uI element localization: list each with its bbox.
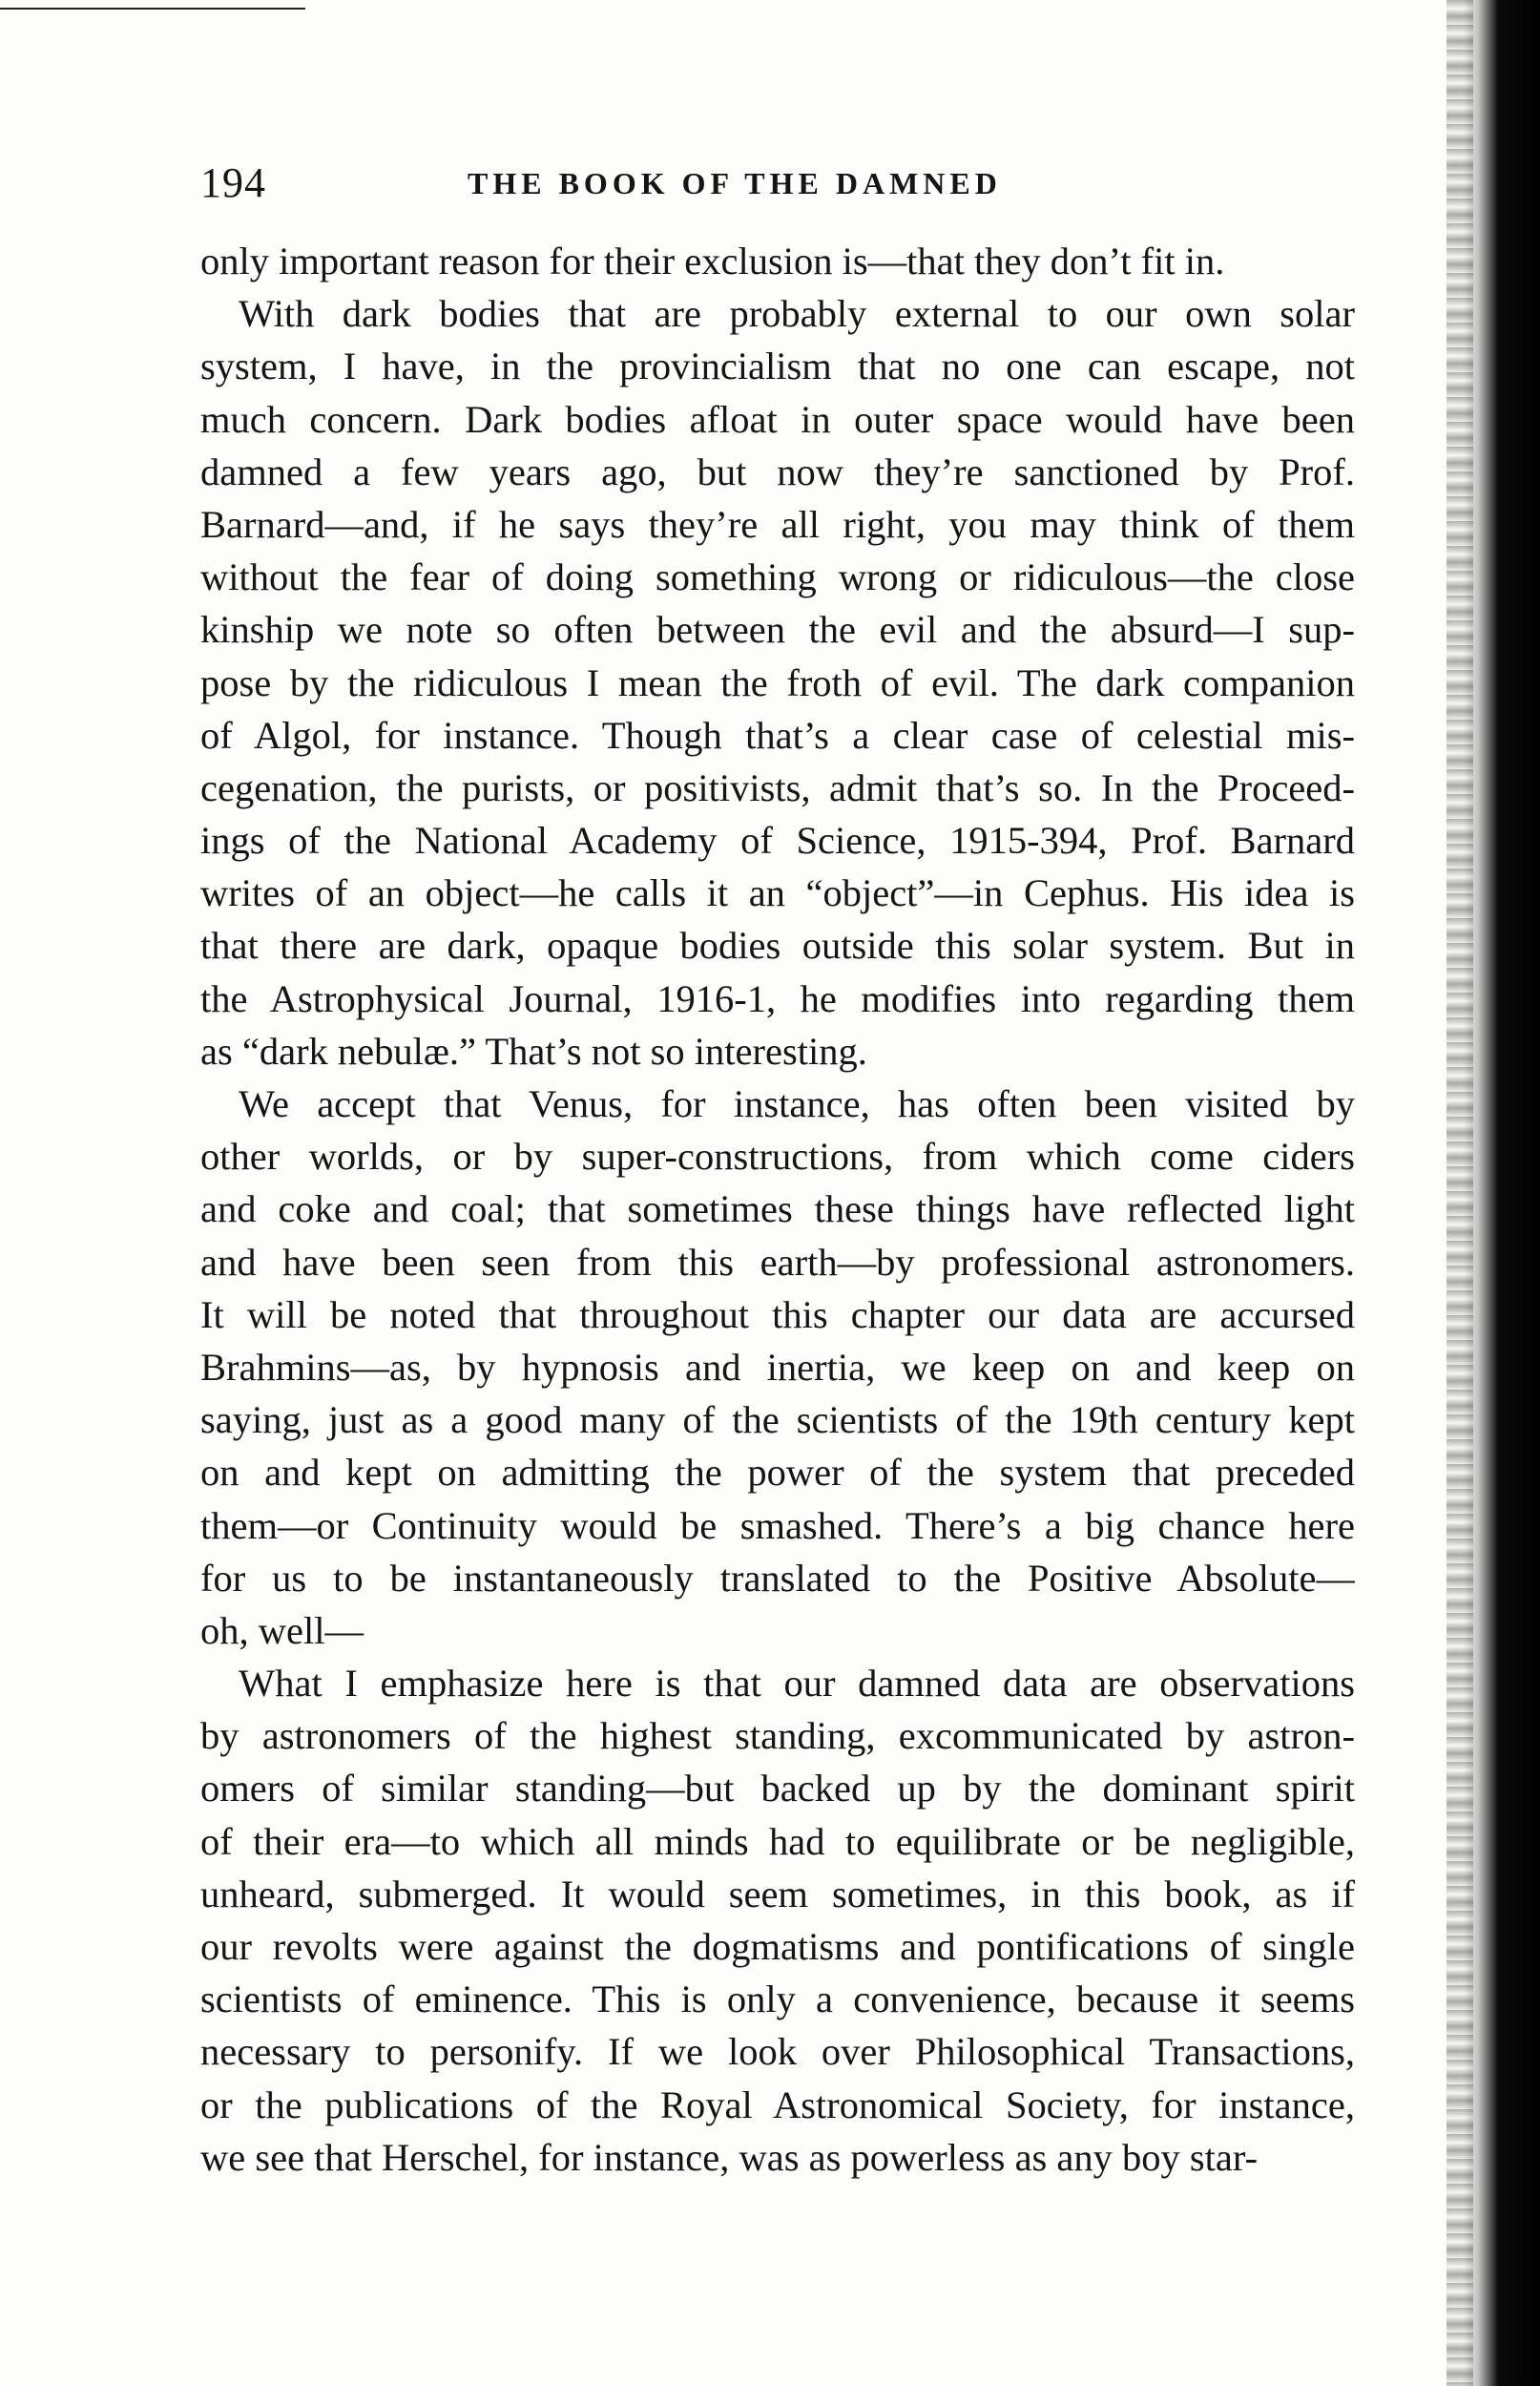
body-text [200, 235, 1355, 2184]
text-line: and coke and coal; that sometimes these things have reflected light [200, 1187, 1355, 1231]
running-head [200, 143, 1355, 229]
page-number: 194 [200, 159, 266, 206]
paragraph [200, 1657, 1355, 2184]
text-line: them—or Continuity would be smashed. There’s a big chance here [200, 1503, 1355, 1547]
text-line: of their era—to which all minds had to equilibrate or be negligible, [200, 1819, 1355, 1863]
text-line: without the fear of doing something wrong or ridiculous—the close [200, 555, 1355, 599]
top-rule [0, 8, 305, 10]
text-line: cegenation, the purists, or positivists, admit that’s so. In the Proceed- [200, 765, 1355, 809]
text-line: by astronomers of the highest standing, excommunicated by astron- [200, 1714, 1355, 1758]
text-line: What I emphasize here is that our damned data are observations [239, 1662, 1355, 1706]
text-line: pose by the ridiculous I mean the froth of evil. The dark companion [200, 660, 1355, 704]
text-line: our revolts were against the dogmatisms and pontifications of single [200, 1925, 1355, 1968]
paragraph [200, 287, 1355, 1078]
text-line: much concern. Dark bodies afloat in outer space would have been [200, 397, 1355, 441]
text-line: omers of similar standing—but backed up by the dominant spirit [200, 1767, 1355, 1810]
page-edge-shadow [1464, 0, 1540, 2386]
text-line: system, I have, in the provincialism that no one can escape, not [200, 345, 1355, 388]
text-line: or the publications of the Royal Astronomical Society, for instance, [200, 2083, 1355, 2126]
paragraph [200, 235, 1355, 287]
paragraph [200, 1078, 1355, 1657]
text-line: necessary to personify. If we look over Philosophical Transactions, [200, 2030, 1355, 2074]
text-line: other worlds, or by super-constructions, from which come ciders [200, 1135, 1355, 1179]
text-line: With dark bodies that are probably external to our own solar [239, 292, 1355, 336]
text-line: oh, well— [200, 1608, 364, 1652]
text-line: scientists of eminence. This is only a convenience, because it seems [200, 1978, 1355, 2021]
text-line: of Algol, for instance. Though that’s a clear case of celestial mis- [200, 713, 1355, 757]
text-line: that there are dark, opaque bodies outside this solar system. But in [200, 924, 1355, 968]
text-line: damned a few years ago, but now they’re sanctioned by Prof. [200, 450, 1355, 493]
text-line: Brahmins—as, by hypnosis and inertia, we keep on and keep on [200, 1345, 1355, 1389]
text-line: We accept that Venus, for instance, has often been visited by [239, 1082, 1355, 1125]
text-line: Barnard—and, if he says they’re all right, you may think of them [200, 502, 1355, 546]
text-line: kinship we note so often between the evil and the absurd—I sup- [200, 608, 1355, 652]
text-line: saying, just as a good many of the scientists of the 19th century kept [200, 1398, 1355, 1442]
text-line: as “dark nebulæ.” That’s not so interesting. [200, 1029, 867, 1073]
text-line: and have been seen from this earth—by professional astronomers. [200, 1240, 1355, 1284]
text-line: on and kept on admitting the power of the system that preceded [200, 1451, 1355, 1495]
text-line: unheard, submerged. It would seem sometimes, in this book, as if [200, 1872, 1355, 1915]
text-block [200, 143, 1355, 2184]
text-line: we see that Herschel, for instance, was as powerless as any boy star- [200, 2135, 1259, 2179]
text-line: writes of an object—he calls it an “object”—in Cephus. His idea is [200, 871, 1355, 915]
book-title: THE BOOK OF THE DAMNED [468, 166, 1002, 200]
text-line: ings of the National Academy of Science, 1915-394, Prof. Barnard [200, 819, 1355, 863]
text-line: only important reason for their exclusion is—that they don’t fit in. [200, 240, 1225, 283]
text-line: the Astrophysical Journal, 1916-1, he modifies into regarding them [200, 976, 1355, 1020]
text-line: It will be noted that throughout this chapter our data are accursed [200, 1292, 1355, 1336]
text-line: for us to be instantaneously translated to the Positive Absolute— [200, 1556, 1355, 1600]
